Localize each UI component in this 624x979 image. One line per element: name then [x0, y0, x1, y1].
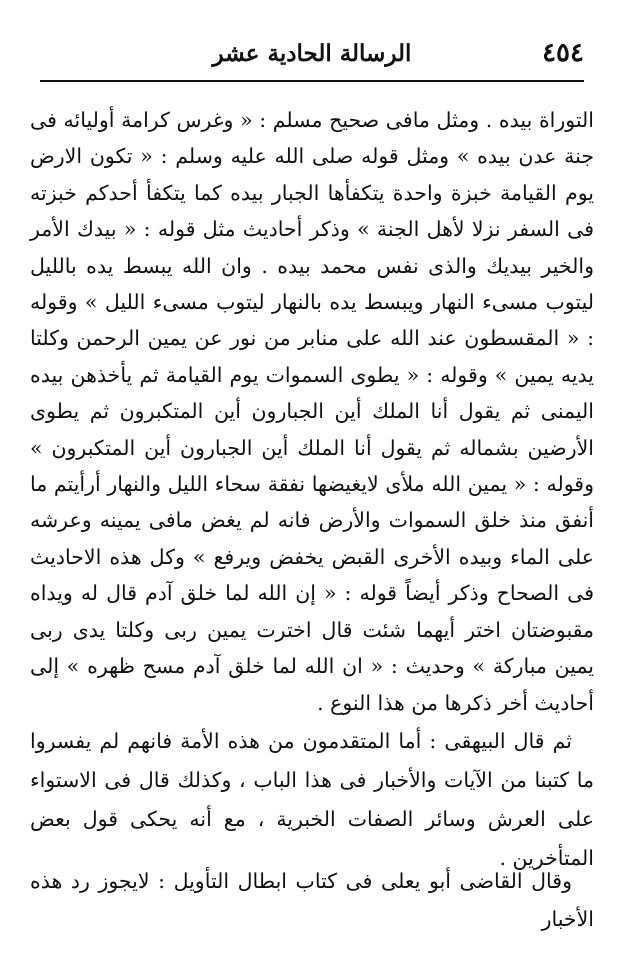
paragraph-1: التوراة بيده . ومثل مافى صحيح مسلم : « وغرس كرامة أوليائه فى جنة عدن بيده » ومثل قوله صلى الله عليه وسلم : « تكون الارض يوم القيامة خبزة واحدة يتكفأها الجبار بيده كما يتكفأ أحدكم خبزته فى السفر نزلا لأهل الجنة » وذكر أحاديث مثل قوله : « بيدك الأمر والخير بيديك والذى نفس محمد بيده . وان الله يبسط يده بالليل ليتوب مسىء النهار ويبسط يده بالنهار ليتوب مسىء الليل » وقوله : « المقسطون عند الله على منابر من نور عن يمين الرحمن وكلتا يديه يمين » وقوله : « يطوى السموات يوم القيامة ثم يأخذهن بيده اليمنى ثم يقول أنا الملك أين الجبارون أين المتكبرون ثم يطوى الأرضين بشماله ثم يقول أنا الملك أين الجبارون أين المتكبرون » وقوله : « يمين الله ملأى لايغيضها نفقة سحاء الليل والنهار أرأيتم ما أنفق منذ خلق السموات والأرض فانه لم يغض مافى يمينه وعرشه على الماء وبيده الأخرى القبض يخفض ويرفع » وكل هذه الاحاديث فى الصحاح وذكر أيضاً قوله : « إن الله لما خلق آدم قال له ويداه مقبوضتان اختر أيهما شئت قال اخترت يمين ربى وكلتا يدى ربى يمين مباركة » وحديث : « ان الله لما خلق آدم مسح ظهره » إلى أحاديث أخر ذكرها من هذا النوع .: [30, 108, 594, 715]
page-number: ٤٥٤: [542, 38, 584, 68]
header-rule: [40, 80, 584, 82]
page-header: [40, 36, 584, 76]
paragraph-3: وقال القاضى أبو يعلى فى كتاب ابطال التأويل : لايجوز رد هذه الأخبار: [30, 869, 594, 931]
running-title: الرسالة الحادية عشر: [212, 40, 412, 67]
paragraph-2: ثم قال البيهقى : أما المتقدمون من هذه الأمة فانهم لم يفسروا ما كتبنا من الآيات والأخبار فى هذا الباب ، وكذلك قال فى الاستواء على العرش وسائر الصفات الخبرية ، مع أنه يحكى قول بعض المتأخرين .: [30, 729, 594, 870]
